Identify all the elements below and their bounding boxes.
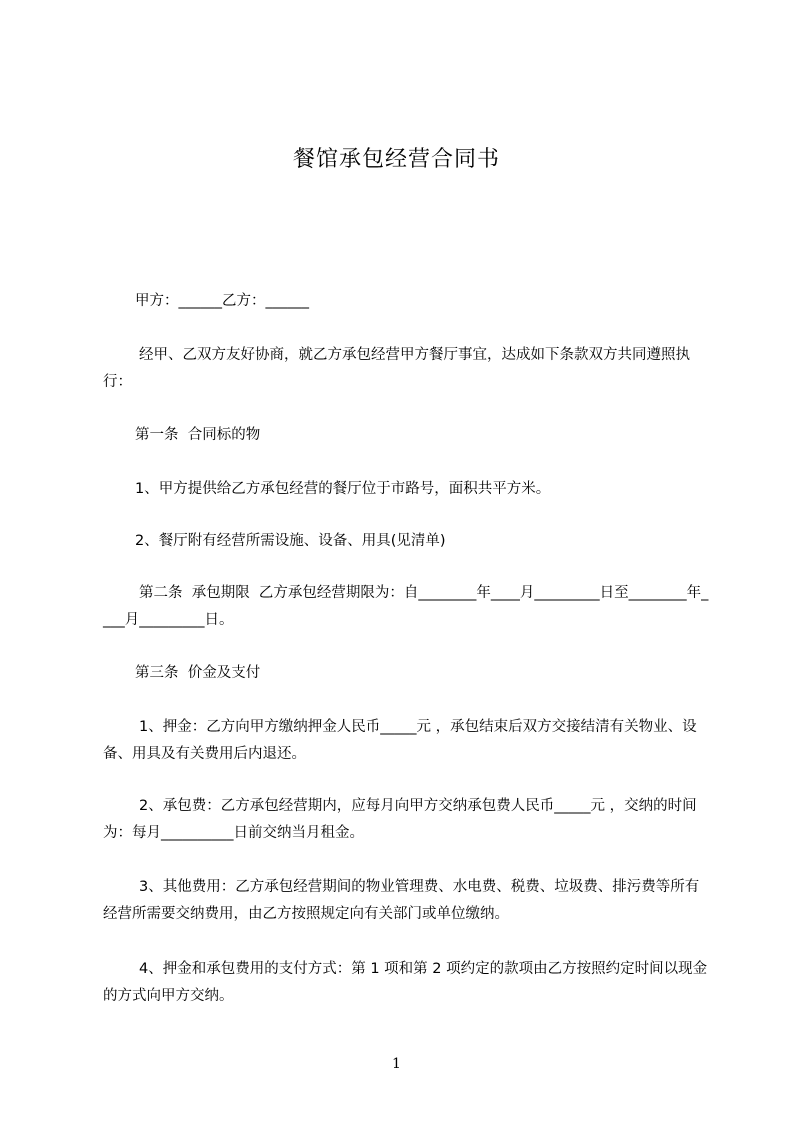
article-3-item-1: 1、押金：乙方向甲方缴纳押金人民币_____元 ，承包结束后双方交接结清有关物业、设备、用具及有关费用后内退还。 bbox=[103, 719, 697, 762]
document-title: 餐馆承包经营合同书 bbox=[292, 147, 500, 172]
article-3-item-2: 2、承包费：乙方承包经营期内，应每月向甲方交纳承包费人民币_____元 ，交纳的时间为：每月__________日前交纳当月租金。 bbox=[103, 798, 697, 841]
article-1-item-1: 1、甲方提供给乙方承包经营的餐厅位于市路号，面积共平方米。 bbox=[135, 481, 551, 497]
article-3-heading: 第三条 价金及支付 bbox=[135, 665, 261, 681]
parties-line: 甲方：______乙方：______ bbox=[135, 293, 309, 309]
article-3-item-3: 3、其他费用：乙方承包经营期间的物业管理费、水电费、税费、垃圾费、排污费等所有经营所需要交纳费用，由乙方按照规定向有关部门或单位缴纳。 bbox=[103, 879, 700, 922]
page-number: 1 bbox=[392, 1056, 401, 1072]
intro-paragraph: 经甲、乙双方友好协商，就乙方承包经营甲方餐厅事宜，达成如下条款双方共同遵照执行： bbox=[103, 347, 690, 390]
article-1-heading: 第一条 合同标的物 bbox=[135, 427, 261, 443]
article-1-item-2: 2、餐厅附有经营所需设施、设备、用具(见清单) bbox=[135, 533, 446, 549]
article-3-item-4: 4、押金和承包费用的支付方式：第 1 项和第 2 项约定的款项由乙方按照约定时间以现金的方式向甲方交纳。 bbox=[103, 961, 708, 1004]
article-2-paragraph: 第二条 承包期限 乙方承包经营期限为：自________年____月_________日至________年____月_________日。 bbox=[103, 585, 709, 628]
